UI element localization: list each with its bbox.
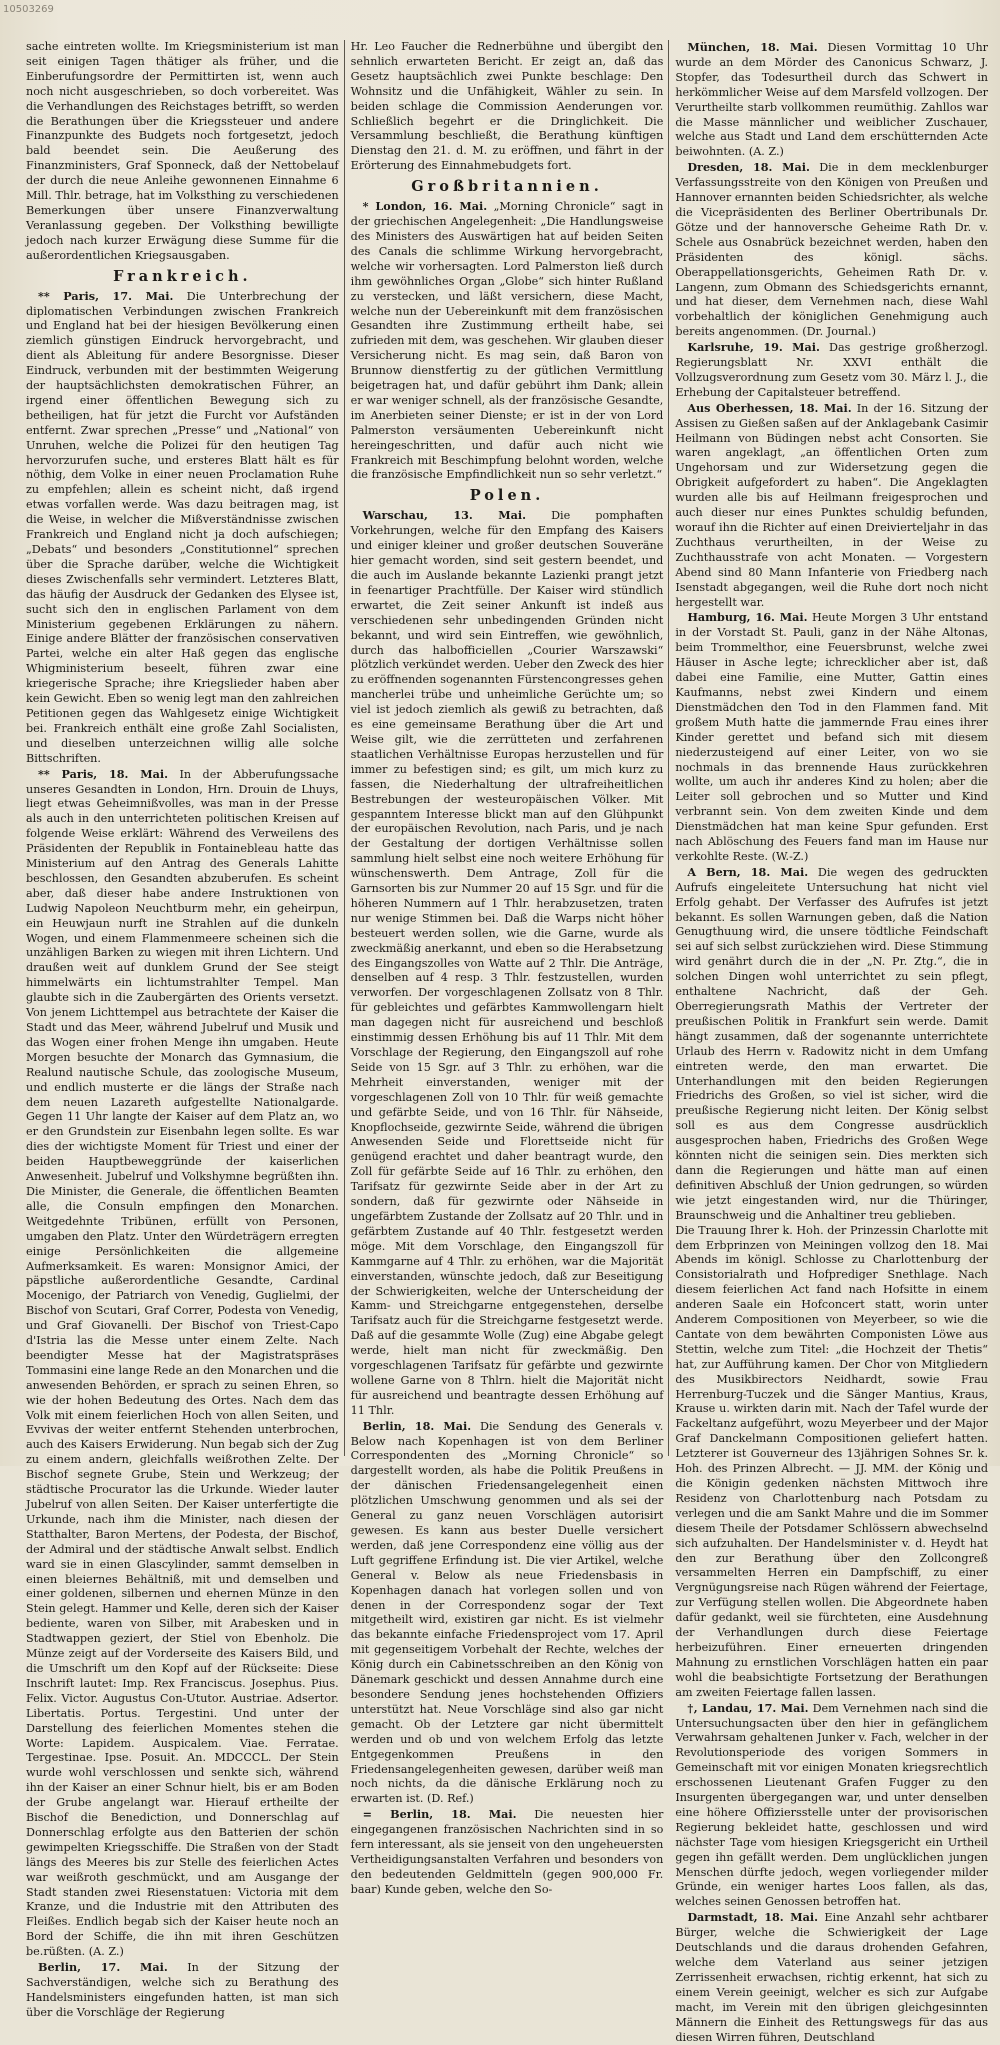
article-text: Eine Anzahl sehr achtbarer Bürger, welche die Schwierigkeit der Lage Deutschlands und die daraus drohenden Gefahren, welche dem Vaterland aus seiner jetzigen Zerrissenheit erwachsen, richtig erkennt, hat sich zu einem Verein geeinigt, welcher es sich zur Aufgabe macht, im Verein mit den übrigen gleichgesinnten Männern die Einheit des Rettungswegs für das aus diesen Wirren führen, Deutschland	[675, 1911, 989, 2044]
article-paragraph	[351, 508, 664, 1418]
section-heading: Frankreich.	[113, 267, 252, 285]
article-paragraph	[675, 1224, 988, 1701]
article-paragraph	[26, 289, 339, 767]
article-paragraph	[675, 40, 988, 160]
dateline: Karlsruhe, 19. Mai.	[687, 340, 820, 355]
dateline: Dresden, 18. Mai.	[687, 160, 810, 175]
dateline: Darmstadt, 18. Mai.	[687, 1910, 819, 1925]
columns	[26, 40, 989, 2044]
article-text: Die neuesten hier eingegangenen französischen Nachrichten sind in so fern interessant, als sie jenseit von den ungeheuersten Vertheidigungsanstalten Verfahren und besonders von den bedeutenden Geldmitteln (gegen 900,000 Fr. baar) Kunde geben, welche den So-	[350, 1808, 664, 1896]
article-paragraph	[26, 767, 339, 1961]
dateline: Aus Oberhessen, 18. Mai.	[687, 400, 852, 415]
article-text: „Morning Chronicle“ sagt in der griechischen Angelegenheit: „Die Handlungsweise des Ministers des Auswärtigen hat auf beiden Seiten des Canals die schlimme Wirkung hervorgebracht, welche wir vorhersagten. Lord Palmerston ließ durch ihm gewöhnliches Organ „Globe“ sich hinter Rußland zu verstecken, und läßt versichern, diese Macht, welche nun der Uebereinkunft mit dem französischen Gesandten ihre Zustimmung ertheilt habe, sei zufrieden mit dem, was geschehen. Wir glauben dieser Versicherung nicht. Es mag sein, daß Baron von Brunnow dienstfertig zu der gütlichen Vermittlung beigetragen hat, und dafür gebührt ihm Dank; allein er war weniger schnell, als der französische Gesandte, im Anerbieten seiner Dienste; er ist in der von Lord Palmerston versäumenten Uebereinkunft nicht hereingeschritten, und dafür auch nicht wie Frankreich mit Beschimpfung belohnt worden, welche die französische Empfindlichkeit nun so sehr verletzt.“	[350, 200, 664, 482]
article-paragraph	[351, 1419, 664, 1808]
article-text: Die pomphaften Vorkehrungen, welche für den Empfang des Kaisers und einiger kleiner und großer deutschen Souveräne hier gemacht worden, sind seit gestern beendet, und die auch im Auslande bekannte Lazienki prangt jetzt in feenartiger Prachtfülle. Der Kaiser wird stündlich erwartet, die Zeit seiner Ankunft ist indeß aus verschiedenen sehr unbedingenden Gründen nicht bekannt, und wird sein Eintreffen, wie gewöhnlich, durch das halbofficiellen „Courier Warszawski“ plötzlich verkündet werden. Ueber den Zweck des hier zu eröffnenden sogenannten Fürstencongresses gehen mancherlei trübe und unheimliche Gerüchte um; so viel ist jedoch ziemlich als gewiß zu betrachten, daß es eine gemeinsame Berathung über die Art und Weise gilt, wie die zerrütteten und zerfahrenen staatlichen Verhältnisse Europas herzustellen und für immer zu befestigen sind; es gilt, um mich kurz zu fassen, die Niederhaltung der ultrafreiheitlichen Bestrebungen der westeuropäischen Völker. Mit gespanntem Interesse blickt man auf den Glühpunkt der europäischen Revolution, nach Paris, und je nach der Gestaltung der dortigen Verhältnisse sollen sammlung hielt selbst eine noch weitere Erhöhung für wünschenswerth. Dem Antrage, Zoll für die Garnsorten bis zur Nummer 20 auf 15 Sgr. und für die höheren Nummern auf 1 Thlr. herabzusetzen, traten nur wenige Stimmen bei. Daß die Warps nicht höher besteuert werden sollen, wie die Garne, wurde als zweckmäßig anerkannt, und eben so die Herabsetzung des Eingangszolles von Watte auf 2 Thlr. Die Anträge, denselben auf 4 resp. 3 Thlr. festzustellen, wurden verworfen. Der vorgeschlagenen Zollsatz von 8 Thlr. für gebleichtes und gefärbtes Kammwollengarn hielt man dagegen nicht für ausreichend und beschloß einstimmig dessen Erhöhung bis auf 11 Thlr. Mit dem Vorschlage der Regierung, den Eingangszoll auf rohe Seide von 15 Sgr. auf 3 Thlr. zu erhöhen, war die Mehrheit einverstanden, weniger mit der vorgeschlagenen Zoll von 10 Thlr. für weiß gemachte und gefärbte Seide, und von 16 Thlr. für Nähseide, Knopflochseide, gezwirnte Seide, während die übrigen Anwesenden Seide und Florettseide nicht für genügend erachtet und daher beantragt wurde, den Zoll für gefärbte Seide auf 16 Thlr. zu erhöhen, den Tarifsatz für gezwirnte Seide aber in der Art zu sondern, daß für gezwirnte oder Nähseide in ungefärbtem Zustande der Zollsatz auf 20 Thlr. und in gefärbtem Zustande auf 40 Thlr. festgesetzt werden möge. Mit dem Vorschlage, den Eingangszoll für Kammgarne auf 4 Thlr. zu erhöhen, war die Majorität einverstanden, wünschte jedoch, daß zur Beseitigung der Schwierigkeiten, welche der Unterscheidung der Kamm- und Streichgarne entgegenstehen, derselbe Tarifsatz auch für die Streichgarne festgesetzt werde. Daß auf die gesammte Wolle (Zug) eine Abgabe gelegt werde, hielt man nicht für zweckmäßig. Den vorgeschlagenen Tarifsatz für gefärbte und gezwirnte wollene Garne von 8 Thlrn. hielt die Majorität nicht für ausreichend und beantragte dessen Erhöhung auf 11 Thlr.	[350, 509, 664, 1417]
article-paragraph	[675, 1910, 988, 2045]
article-paragraph	[675, 865, 988, 1224]
column-middle	[350, 40, 664, 1896]
dateline: München, 18. Mai.	[687, 40, 818, 54]
column-left	[26, 40, 339, 2019]
dateline: †, Landau, 17. Mai.	[687, 1700, 809, 1715]
article-text: In der Sitzung der Sachverständigen, welche sich zu Berathung des Handelsministers eingefunden hatten, ist man sich über die Vorschläge der Regierung	[26, 1961, 339, 2019]
article-text: sache eintreten wollte. Im Kriegsministerium ist man seit einigen Tagen thätiger als früher, und die Einberufungsordre der Permittirten ist, wenn auch noch nicht ausgeschrieben, so doch vorbereitet. Was die Verhandlungen des Reichstages betrifft, so werden die Berathungen über die Kriegssteuer und andere Finanzpunkte des Budgets noch fortgesetzt, jedoch bald beendet sein. Die Aeußerung des Finanzministers, Graf Sponneck, daß der Nettobelauf der durch die neue Anleihe gewonnenen Einnahme 6 Mill. Thlr. betrage, hat im Volksthing zu verschiedenen Bemerkungen über unsere Finanzverwaltung Veranlassung gegeben. Der Volksthing bewilligte jedoch nach kurzer Erwägung diese Summe für die außerordentlichen Kriegsausgaben.	[26, 40, 339, 262]
article-text: In der 16. Sitzung der Assisen zu Gießen saßen auf der Anklagebank Casimir Heilmann von Büdingen nebst acht Consorten. Sie waren angeklagt, „an öffentlichen Orten zum Ungehorsam und zur Widersetzung gegen die Obrigkeit aufgefordert zu haben“. Die Angeklagten wurden alle bis auf Heilmann freigesprochen und auch dieser nur eines Punktes schuldig befunden, worauf ihn die Richter auf einen Dreivierteljahr in das Zuchthaus verurtheilten, in der Weise zu Zuchthausstrafe von acht Monaten. — Vorgestern Abend sind 80 Mann Infanterie von Friedberg nach Isenstadt abgegangen, weil die Ruhe dort noch nicht hergestellt war.	[675, 401, 989, 609]
dateline: = Berlin, 18. Mai.	[362, 1807, 517, 1822]
article-paragraph	[675, 401, 988, 611]
article-paragraph	[26, 40, 339, 264]
article-paragraph	[675, 1701, 988, 1911]
article-text: Die Trauung Ihrer k. Hoh. der Prinzessin Charlotte mit dem Erbprinzen von Meiningen vollzog den 18. Mai Abends im königl. Schlosse zu Charlottenburg der Consistorialrath und Hofprediger Snethlage. Nach diesem feierlichen Act fand nach Hofsitte in einem anderen Saale ein Hofconcert statt, worin unter Anderem Compositionen von Meyerbeer, so wie die Cantate von dem bewährten Componisten Löwe aus Stettin, welche zum Titel: „die Hochzeit der Thetis“ hat, zur Aufführung kamen. Der Chor von Mitgliedern des Musikbirectors Neidhardt, sowie Frau Herrenburg-Tuczek und die Sänger Mantius, Kraus, Krause u. wirkten darin mit. Nach der Tafel wurde der Fackeltanz aufgeführt, wozu Meyerbeer und der Major Graf Danckelmann Compositionen geliefert hatten. Letzterer ist Gouverneur des 13jährigen Sohnes Sr. k. Hoh. des Prinzen Albrecht. — JJ. MM. der König und die Königin gedenken nächsten Mittwoch ihre Residenz von Charlottenburg nach Potsdam zu verlegen und die am Sankt Mahre und die im Sommer diesem Theile der Potsdamer Schlössern abwechselnd sich aufzuhalten. Der Handelsminister v. d. Heydt hat den zur Berathung über den Zollcongreß versammelten Herren ein Dampfschiff, zu einer Vergnügungsreise nach Rügen während der Feiertage, zur Verfügung stellen wollen. Die Abgeordnete haben dafür gedankt, weil sie fürchteten, eine Ausdehnung der Verhandlungen durch diese Feiertage herbeizuführen. Einer erneuerten dringenden Mahnung zu ernstlichen Vorschlägen hatten ein paar wohl die beabsichtigte Fortsetzung der Berathungen am zweiten Feiertage fallen lassen.	[675, 1223, 989, 1699]
article-paragraph	[675, 160, 988, 340]
dateline: Berlin, 17. Mai.	[38, 1960, 168, 1975]
archive-stamp: 10503269	[3, 4, 54, 15]
article-text: Die wegen des gedruckten Aufrufs eingeleitete Untersuchung hat nicht viel Erfolg gehabt. Der Verfasser des Aufrufes ist jetzt bekannt. Es sollen Warnungen geben, daß die Nation Genugthuung wird, die unsere tödtliche Feindschaft sei auf sich selbst zurückziehen wird. Diese Stimmung wird genährt durch die in der „N. Pr. Ztg.“, die in solchen Dingen wohl unterrichtet zu sein pflegt, enthaltene Nachricht, daß der Geh. Oberregierungsrath Mathis der Vertreter der preußischen Politik in Frankfurt sein werde. Damit hängt zusammen, daß der sogenannte unterrichtete Urlaub des Herrn v. Radowitz nicht in dem Umfang eintreten werde, den man erwartet. Die Unterhandlungen mit den beiden Regierungen Friedrichs des Großen, so viel ist sicher, wird die preußische Regierung nicht leiten. Der König selbst soll es aus dem Congresse ausdrücklich ausgesprochen haben, Friedrichs des Großen Wege könnten nicht die seinigen sein. Dies merkten sich dann die Regierungen und hätte man auf einen definitiven Abschluß der Union gedrungen, so würden wie jetzt eingestanden wird, nur die Thüringer, Braunschweig und die Anhaltiner treu geblieben.	[675, 865, 989, 1222]
dateline: Warschau, 13. Mai.	[362, 508, 526, 523]
article-paragraph	[675, 340, 988, 401]
article-paragraph	[351, 1807, 664, 1897]
article-paragraph	[675, 610, 988, 864]
article-text: Dem Vernehmen nach sind die Untersuchungsacten über den hier in gefänglichem Verwahrsam gehaltenen Junker v. Fach, welcher in der Revolutionsperiode des vorigen Sommers in Gemeinschaft mit vor einigen Monaten kriegsrechtlich erschossenen Lieutenant Grafen Fugger zu den Insurgenten übergegangen war, und unter denselben eine höhere Offiziersstelle unter der provisorischen Regierung bekleidet hatte, geschlossen und wird nächster Tage vom hiesigen Kriegsgericht ein Urtheil gegen ihn gefällt werden. Dem unglücklichen jungen Menschen dürfte jedoch, wegen vorliegender milder Gründe, ein weniger hartes Loos fallen, als das, welches seinen Genossen betroffen hat.	[675, 1701, 989, 1909]
article-text: In der Abberufungssache unseres Gesandten in London, Hrn. Drouin de Lhuys, liegt etwas Geheimnißvolles, was man in der Presse als auch in den unterrichteten politischen Kreisen auf folgende Weise erklärt: Während des Verweilens des Präsidenten der Republik in Fontainebleau hatte das Ministerium auf den Antrag des Generals Lahitte beschlossen, den Gesandten abzuberufen. Es scheint aber, daß dieser habe andere Instruktionen von Ludwig Napoleon Neuchtburm mehr, ein geheirpun, ein Heuwjaun nurft ine Strahlen auf die dunkeln Wogen, und einem Flammenmeere scheinen sich die unzähligen Barken zu wiegen mit ihren Lichtern. Und draußen weit auf dunklem Grund der See steigt himmelwärts ein lichtumstrahlter Tempel. Man glaubte sich in die Zaubergärten des Orients versetzt. Von jenem Lichttempel aus betrachtete der Kaiser die Stadt und das Meer, während Jubelruf und Musik und das Wogen einer frohen Menge ihn umgaben. Heute Morgen besuchte der Monarch das Gymnasium, die Realund nautische Schule, das zoologische Museum, und endlich musterte er die längs der Straße nach dem neuen Lazareth aufgestellte Nationalgarde. Gegen 11 Uhr langte der Kaiser auf dem Platz an, wo er den Grundstein zur Eisenbahn legen sollte. Es war dies der wichtigste Moment für Triest und einer der beiden Hauptbeweggründe der kaiserlichen Anwesenheit. Jubelruf und Volkshymne begrüßten ihn. Die Minister, die Generale, die öffentlichen Beamten alle, die Consuln empfingen den Monarchen. Weitgedehnte Tribünen, erfüllt von Personen, umgaben den Platz. Unter den Würdeträgern erregten einige Persönlichkeiten die allgemeine Aufmerksamkeit. Es waren: Monsignor Amici, der päpstliche außerordentliche Gesandte, Cardinal Mocenigo, der Patriarch von Venedig, Guglielmi, der Bischof von Scutari, Graf Correr, Podesta von Venedig, und Graf Giovanelli. Der Bischof von Triest-Capo d'Istria las die Messe unter einem Zelte. Nach beendigter Messe hat der Magistratspräses Tommasini eine lange Rede an den Monarchen und die anwesenden Behörden, er sprach zu seinen Ehren, so wie der hohen Bedeutung des Ortes. Nach dem das Volk mit einem feierlichen Hoch von allen Seiten, und Evvivas der weiter entfernt Stehenden unterbrochen, auch des Kaisers Erwiderung. Nun begab sich der Zug zu einem andern, gleichfalls weißrothen Zelte. Der Bischof segnete Grube, Stein und Werkzeug; der städtische Procurator las die Urkunde. Wieder lauter Jubelruf von allen Seiten. Der Kaiser unterfertigte die Urkunde, nach ihm die Minister, nach diesen der Statthalter, Baron Mertens, der Podesta, der Bischof, der Admiral und der städtische Anwalt selbst. Endlich ward sie in einen Glascylinder, sammt demselben in einen bleiernes Behältniß, mit und demselben und einer goldenen, silbernen und ehernen Münze in den Stein gelegt. Hammer und Kelle, deren sich der Kaiser bediente, waren von Silber, mit Arabesken und in Stadtwappen geziert, der Stiel von Ebenholz. Die Münze zeigt auf der Vorderseite des Kaisers Bild, und die Umschrift um den Kopf auf der Rückseite: Diese Inschrift lautet: Imp. Rex Franciscus. Josephus. Pius. Felix. Victor. Augustus Con-Ututor. Austriae. Adsertor. Libertatis. Portus. Tergestini. Und unter der Darstellung des feierlichen Momentes stehen die Worte: Lapidem. Auspicalem. Viae. Ferratae. Tergestinae. Ipse. Posuit. An. MDCCCL. Der Stein wurde wohl verschlossen und senkte sich, während ihn der Kaiser an einer Schnur hielt, bis er am Boden der Grube angelangt war. Hierauf ertheilte der Bischof die Benediction, und Donnerschlag auf Donnerschlag erfolgte aus den Batterien der schön gewimpelten Kriegsschiffe. Die Straßen von der Stadt längs des Meeres bis zur Stelle des feierlichen Actes war weißroth geschmückt, und am Ausgange der Stadt standen zwei Riesenstatuen: Victoria mit dem Kranze, und die Industrie mit den Attributen des Fleißes. Endlich begab sich der Kaiser heute noch an Bord der Schiffe, die ihn mit ihren Geschützen be.rüßten. (A. Z.)	[26, 767, 339, 1959]
dateline: ** Paris, 18. Mai.	[38, 766, 169, 781]
dateline: Berlin, 18. Mai.	[362, 1418, 472, 1433]
article-paragraph	[26, 1960, 339, 2021]
article-text: Heute Morgen 3 Uhr entstand in der Vorstadt St. Pauli, ganz in der Nähe Altonas, beim Trommelthor, eine Feuersbrunst, welche zwei Häuser in Asche legte; ichrecklicher aber ist, daß dabei eine Familie, eine Mutter, Gattin eines Kaufmanns, nebst zwei Kindern und einem Dienstmädchen den Tod in den Flammen fand. Mit großem Muth hatte die jammernde Frau eines ihrer Kinder gerettet und befand sich mit diesem niederzusteigend auf einer Leiter, von wo sie nochmals in das brennende Haus zurückkehren wollte, um auch ihr anderes Kind zu holen; aber die Leiter soll gebrochen und so Mutter und Kind verbrannt sein. Von dem zweiten Kinde und dem Dienstmädchen hat man keine Spur gefunden. Erst nach Ablöschung des Feuers fand man im Hause nur verkohlte Reste. (W.-Z.)	[675, 611, 989, 863]
dateline: Hamburg, 16. Mai.	[687, 610, 808, 625]
article-text: Hr. Leo Faucher die Rednerbühne und übergibt den sehnlich erwarteten Bericht. Er zeigt an, daß das Gesetz hauptsächlich zwei Punkte beschlage: Den Wohnsitz und die Unfähigkeit, Wähler zu sein. In beiden schlage die Commission Aenderungen vor. Schließlich begehrt er die Dringlichkeit. Die Versammlung beschließt, die Berathung künftigen Dienstag den 21. d. M. zu eröffnen, und fährt in der Erörterung des Einnahmebudgets fort.	[350, 40, 664, 173]
article-paragraph	[351, 199, 664, 483]
section-heading: Großbritannien.	[411, 178, 603, 196]
article-text: Die Sendung des Generals v. Below nach Kopenhagen ist von dem Berliner Correspondenten des „Morning Chronicle“ so dargestellt worden, als habe die Politik Preußens in der dänischen Friedensangelegenheit einen plötzlichen Umschwung genommen und als sei der General zu ganz neuen Vorschlägen autorisirt gewesen. Es kann aus bester Duelle versichert werden, daß jene Correspondenz eine völlig aus der Luft gegriffene Erfindung ist. Die vier Artikel, welche General v. Below als neue Friedensbasis in Kopenhagen danach hat vorlegen sollen und von denen in der Correspondenz sogar der Text mitgetheilt wird, existiren gar nicht. Es ist vielmehr das bekannte einfache Friedensproject vom 17. April mit gegenseitigem Vorbehalt der Rechte, welches der König durch ein Cabinetsschreiben an den König von Dänemark geschickt und dessen Annahme durch eine besondere Sendung jenes hochstehenden Offiziers unterstützt hat. Neue Vorschläge sind also gar nicht gemacht. Ob der Letztere gar nicht übermittelt werden und ob und von welchem Erfolg das letzte Entgegenkommen Preußens in den Friedensangelegenheiten gewesen, darüber weiß man noch nichts, da die dänische Erklärung noch zu erwarten ist. (D. Ref.)	[350, 1419, 664, 1806]
dateline: A Bern, 18. Mai.	[687, 864, 809, 879]
dateline: ** Paris, 17. Mai.	[38, 288, 174, 303]
article-text: Das gestrige großherzogl. Regierungsblatt Nr. XXVI enthält die Vollzugsverordnung zum Gesetz vom 30. März l. J., die Erhebung der Capitalsteuer betreffend.	[675, 341, 989, 399]
section-heading: Polen.	[469, 487, 545, 505]
article-paragraph	[351, 40, 664, 174]
article-text: Die in dem mecklenburger Verfassungsstreite von den Königen von Preußen und Hannover ernannten beiden Schiedsrichter, als welche die Vicepräsidenten des Berliner Obertribunals Dr. Götze und der hannoversche Geheime Rath Dr. v. Schele aus Osnabrück bezeichnet werden, haben den Präsidenten des königl. sächs. Oberappellationsgerichts, Geheimen Rath Dr. v. Langenn, zum Obmann des Schiedsgerichts ernannt, und hat dieser, dem Vernehmen nach, diese Wahl vorbehaltlich der königlichen Genehmigung auch bereits angenommen. (Dr. Journal.)	[675, 161, 989, 339]
article-text: Diesen Vormittag 10 Uhr wurde an dem Mörder des Canonicus Schwarz, J. Stopfer, das Todesurtheil durch das Schwert in herkömmlicher Weise auf dem Marsfeld vollzogen. Der Verurtheilte starb vollkommen reumüthig. Zahllos war die Masse männlicher und weiblicher Zuschauer, welche aus Stadt und Land dem erschütternden Acte beiwohnten. (A. Z.)	[675, 41, 989, 159]
column-right	[675, 40, 989, 2044]
article-text: Die Unterbrechung der diplomatischen Verbindungen zwischen Frankreich und England hat bei der hiesigen Bevölkerung einen ziemlich günstigen Eindruck hervorgebracht, und dient als Ableitung für andere Besorgnisse. Dieser Eindruck, verbunden mit der bestimmten Weigerung der hauptsächlichsten demokratischen Führer, an irgend einer öffentlichen Bewegung sich zu betheiligen, hat für jetzt die Furcht vor Aufständen entfernt. Zwar sprechen „Presse“ und „National“ von Unruhen, welche die Polizei für den heutigen Tag hervorzurufen suche, und ersteres Blatt hält es für nöthig, dem Volke in einer neuen Proclamation Ruhe zu empfehlen; allein es scheint nicht, daß irgend etwas vorfallen werde. Was dazu beitragen mag, ist die Weise, in welcher die Mißverständnisse zwischen Frankreich und England nicht ja doch aufschiegen; „Debats“ und besonders „Constitutionnel“ sprechen über die Sprache darüber, welche die Wichtigkeit dieses Zwischenfalls sehr vermindert. Letzteres Blatt, das häufig der Ausdruck der Gedanken des Elysee ist, sucht sich den in englischen Parlament von dem Ministerium gegebenen Erklärungen zu nähern. Einige andere Blätter der französischen conservativen Partei, welche ein alter Haß gegen das englische Whigministerium beseelt, führen zwar eine kriegerische Sprache; ihre Kriegslieder haben aber kein Gewicht. Eben so wenig legt man den zahlreichen Petitionen gegen das Wahlgesetz einige Wichtigkeit bei. Frankreich enthält eine große Zahl Socialisten, und dieselben unterzeichnen willig alle solche Bittschriften.	[26, 289, 339, 765]
dateline: * London, 16. Mai.	[362, 199, 488, 214]
